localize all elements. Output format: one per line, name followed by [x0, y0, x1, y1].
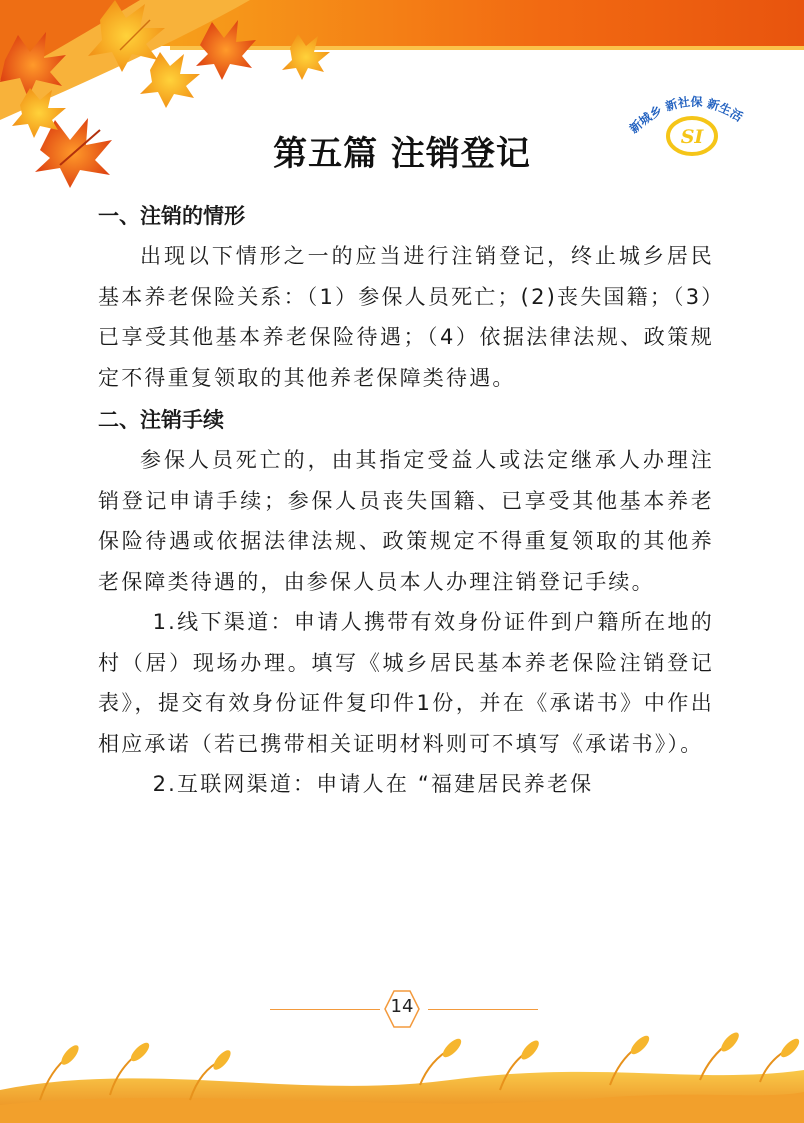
page-number-rule-left — [270, 1009, 380, 1010]
section-paragraph: 2.互联网渠道：申请人在 “福建居民养老保 — [152, 772, 594, 796]
document-body — [98, 196, 714, 805]
section-paragraph: 1.线下渠道：申请人携带有效身份证件到户籍所在地的村（居）现场办理。填写《城乡居民基本养老保险注销登记表》，提交有效身份证件复印件1份，并在《承诺书》中作出相应承诺（若已携带相关证明材料则可不填写《承诺书》）。 — [98, 610, 714, 756]
section-paragraph: 出现以下情形之一的应当进行注销登记，终止城乡居民基本养老保险关系：（1）参保人员死亡；(2)丧失国籍；（3）已享受其他基本养老保险待遇；（4）依据法律法规、政策规定不得重复领取的其他养老保障类待遇。 — [98, 244, 714, 390]
page-number-rule-right — [428, 1009, 538, 1010]
wheat-field-decoration — [0, 1030, 804, 1123]
section-heading: 二、注销手续 — [98, 408, 224, 432]
badge-logo-text: SI — [680, 126, 704, 148]
section-heading: 一、注销的情形 — [98, 204, 245, 228]
badge-slogan: 新城乡 新社保 新生活 — [626, 94, 746, 136]
page-title: 第五篇 注销登记 — [273, 134, 531, 174]
section-paragraph: 参保人员死亡的，由其指定受益人或法定继承人办理注销登记申请手续；参保人员丧失国籍、已享受其他基本养老保险待遇或依据法律法规、政策规定不得重复领取的其他养老保障类待遇的，由参保人员本人办理注销登记手续。 — [98, 448, 714, 594]
page-number: 14 — [390, 996, 414, 1017]
